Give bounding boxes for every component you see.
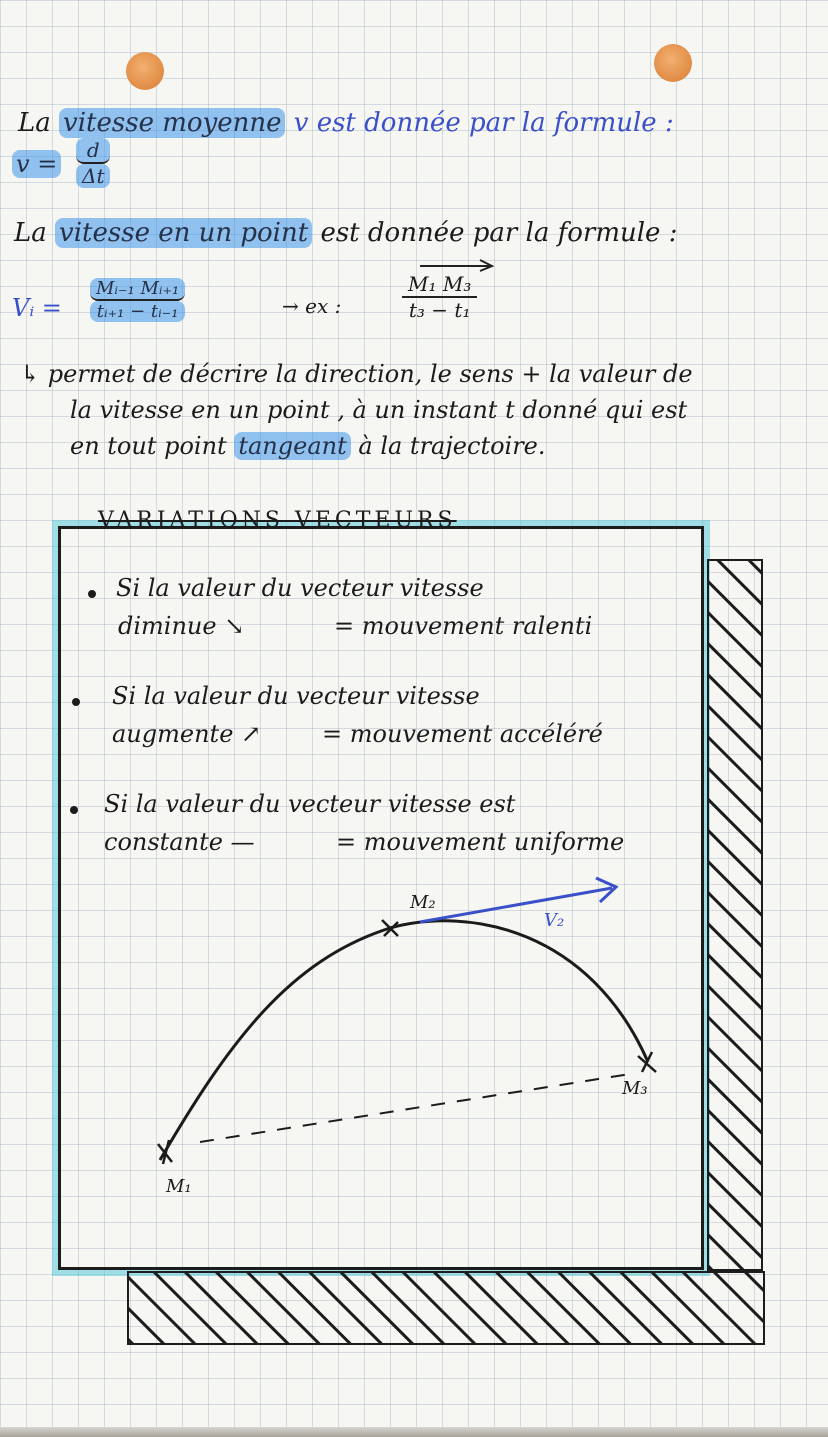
variation-3-left: constante — [104, 828, 255, 856]
label-m1: M₁ [166, 1176, 192, 1197]
label-m2: M₂ [410, 892, 436, 913]
cross-m3-icon [638, 1052, 656, 1072]
chord-m1-m3 [200, 1074, 630, 1142]
trajectory-curve [160, 921, 648, 1160]
example-label: → ex : [282, 294, 342, 318]
label-m3: M₃ [622, 1078, 648, 1099]
avg-speed-prefix: La [18, 108, 51, 138]
avg-speed-formula-lhs: v = [12, 150, 61, 178]
point-speed-den: tᵢ₊₁ − tᵢ₋₁ [90, 301, 185, 322]
point-speed-num: Mᵢ₋₁ Mᵢ₊₁ [90, 278, 185, 301]
variations-title: VARIATIONS VECTEURS [98, 508, 457, 533]
variation-2-right: = mouvement accéléré [322, 720, 603, 748]
note-line-1: ↳ permet de décrire la direction, le sens + la valeur de [20, 360, 693, 388]
avg-speed-num: d [76, 138, 110, 164]
point-speed-formula-lhs: Vᵢ = [12, 294, 62, 322]
avg-speed-highlight: vitesse moyenne [59, 108, 285, 138]
variation-1-left: diminue ↘ [118, 612, 245, 640]
variation-2-left: augmente ↗ [112, 720, 262, 748]
velocity-vector-v2 [420, 888, 612, 922]
label-v2: V₂ [544, 910, 565, 931]
variation-3-right: = mouvement uniforme [336, 828, 625, 856]
note-line-2: la vitesse en un point , à un instant t donné qui est [70, 396, 688, 424]
note-arrow-icon: ↳ [20, 360, 41, 388]
example-num: M₁ M₃ [402, 272, 477, 298]
page-bottom-edge [0, 1427, 828, 1437]
point-speed-prefix: La [14, 218, 47, 248]
avg-speed-den: Δt [76, 164, 110, 188]
variation-1-right: = mouvement ralenti [334, 612, 593, 640]
avg-speed-suffix: v est donnée par la formule : [293, 108, 674, 138]
point-speed-highlight: vitesse en un point [55, 218, 312, 248]
point-speed-suffix: est donnée par la formule : [320, 218, 678, 248]
tangent-highlight: tangeant [234, 432, 350, 460]
variation-1-line-1: Si la valeur du vecteur vitesse [116, 574, 484, 602]
example-den: t₃ − t₁ [408, 298, 471, 322]
note-line-3: en tout point tangeant à la trajectoire. [70, 432, 546, 460]
variation-2-line-1: Si la valeur du vecteur vitesse [112, 682, 480, 710]
variation-3-line-1: Si la valeur du vecteur vitesse est [104, 790, 516, 818]
